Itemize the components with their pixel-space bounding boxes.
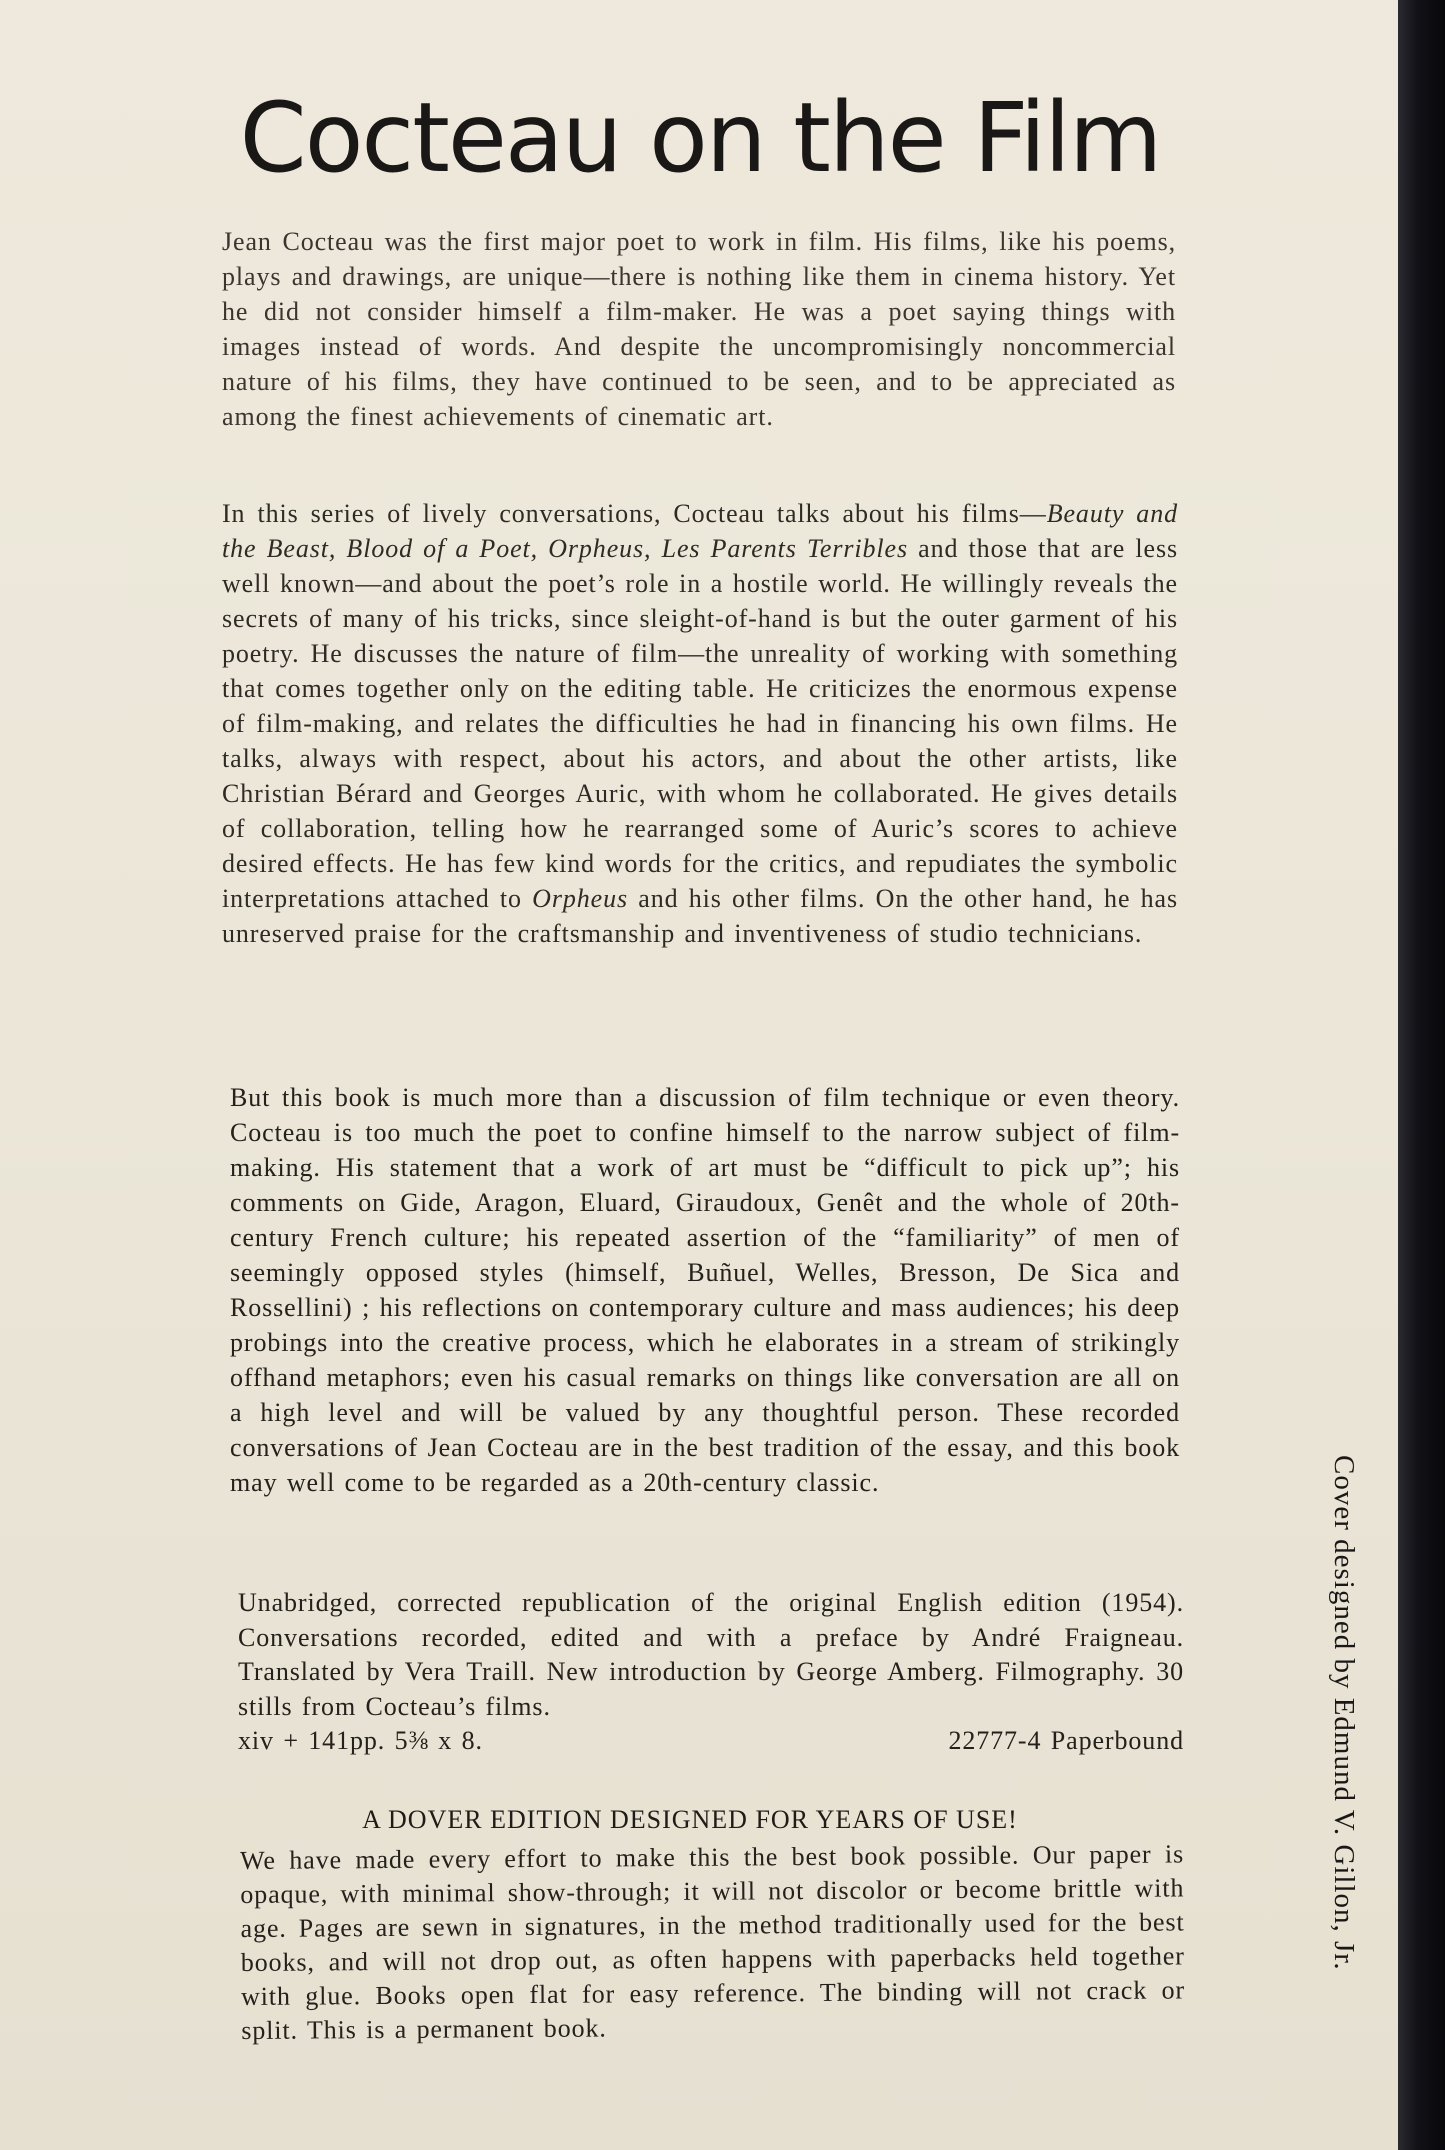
film-titles: Beauty and the Beast, Blood of a Poet, Orpheus, Les Parents Terribles (222, 499, 1178, 563)
p2-end: and his other films. On the other hand, he has unreserved praise for the craftsmanship and inventiveness of studio technicians. (222, 884, 1178, 948)
conversations-paragraph (222, 496, 1178, 951)
dover-heading: A DOVER EDITION DESIGNED FOR YEARS OF USE! (362, 1805, 1018, 1834)
edition-info (238, 1586, 1184, 1759)
dover-paragraph: We have made every effort to make this the best book possible. Our paper is opaque, with minimal show-through; it will not discolor or become brittle with age. Pages are sewn in signatures, in the method traditionally used for the best books, and will not drop out, as often happens with paperbacks held together with glue. Books open flat for easy reference. The binding will not crack or split. This is a permanent book. (240, 1839, 1186, 2045)
intro-paragraph: Jean Cocteau was the first major poet to work in film. His films, like his poems, plays and drawings, are unique—there is nothing like them in cinema history. Yet he did not consider himself a film-maker. He was a poet saying things with images instead of words. And despite the uncompromisingly noncommercial nature of his films, they have continued to be seen, and to be appreciated as among the finest achievements of cinematic art. (222, 227, 1176, 431)
publication-details: Unabridged, corrected republication of the original English edition (1954). Conversations recorded, edited and with a preface by André Fraigneau. Translated by Vera Traill. New introduction by George Amberg. Filmography. 30 stills from Cocteau’s films. (238, 1588, 1184, 1721)
p2-lead: In this series of lively conversations, Cocteau talks about his films— (222, 499, 1047, 528)
book-title: Cocteau on the Film (239, 82, 1161, 194)
cover-credit: Cover designed by Edmund V. Gillon, Jr. (1328, 1455, 1360, 1971)
isbn-paperbound: 22777-4 Paperbound (948, 1726, 1184, 1755)
orpheus-title: Orpheus (532, 884, 629, 913)
theory-paragraph: But this book is much more than a discussion of film technique or even theory. Cocteau is too much the poet to confine himself to the narrow subject of film-making. His statement that a work of art must be “difficult to pick up”; his comments on Gide, Aragon, Eluard, Giraudoux, Genêt and the whole of 20th-century French culture; his repeated assertion of the “familiarity” of men of seemingly opposed styles (himself, Buñuel, Welles, Bresson, De Sica and Rossellini) ; his reflections on contemporary culture and mass audiences; his deep probings into the creative process, which he elaborates in a stream of strikingly offhand metaphors; even his casual remarks on things like conversation are all on a high level and will be valued by any thoughtful person. These recorded conversations of Jean Cocteau are in the best tradition of the essay, and this book may well come to be regarded as a 20th-century classic. (230, 1083, 1180, 1497)
p2-middle: and those that are less well known—and about the poet’s role in a hostile world. He willingly reveals the secrets of many of his tricks, since sleight-of-hand is but the outer garment of his poetry. He discusses the nature of film—the unreality of working with something that comes together only on the editing table. He criticizes the enormous expense of film-making, and relates the difficulties he had in financing his own films. He talks, always with respect, about his actors, and about the other artists, like Christian Bérard and Georges Auric, with whom he collaborated. He gives details of collaboration, telling how he rearranged some of Auric’s scores to achieve desired effects. He has few kind words for the critics, and repudiates the symbolic interpretations attached to (222, 534, 1178, 913)
page-specs: xiv + 141pp. 5⅜ x 8. (238, 1726, 483, 1755)
spine-edge (1398, 0, 1445, 2150)
edition-specs-line (238, 1724, 1184, 1759)
